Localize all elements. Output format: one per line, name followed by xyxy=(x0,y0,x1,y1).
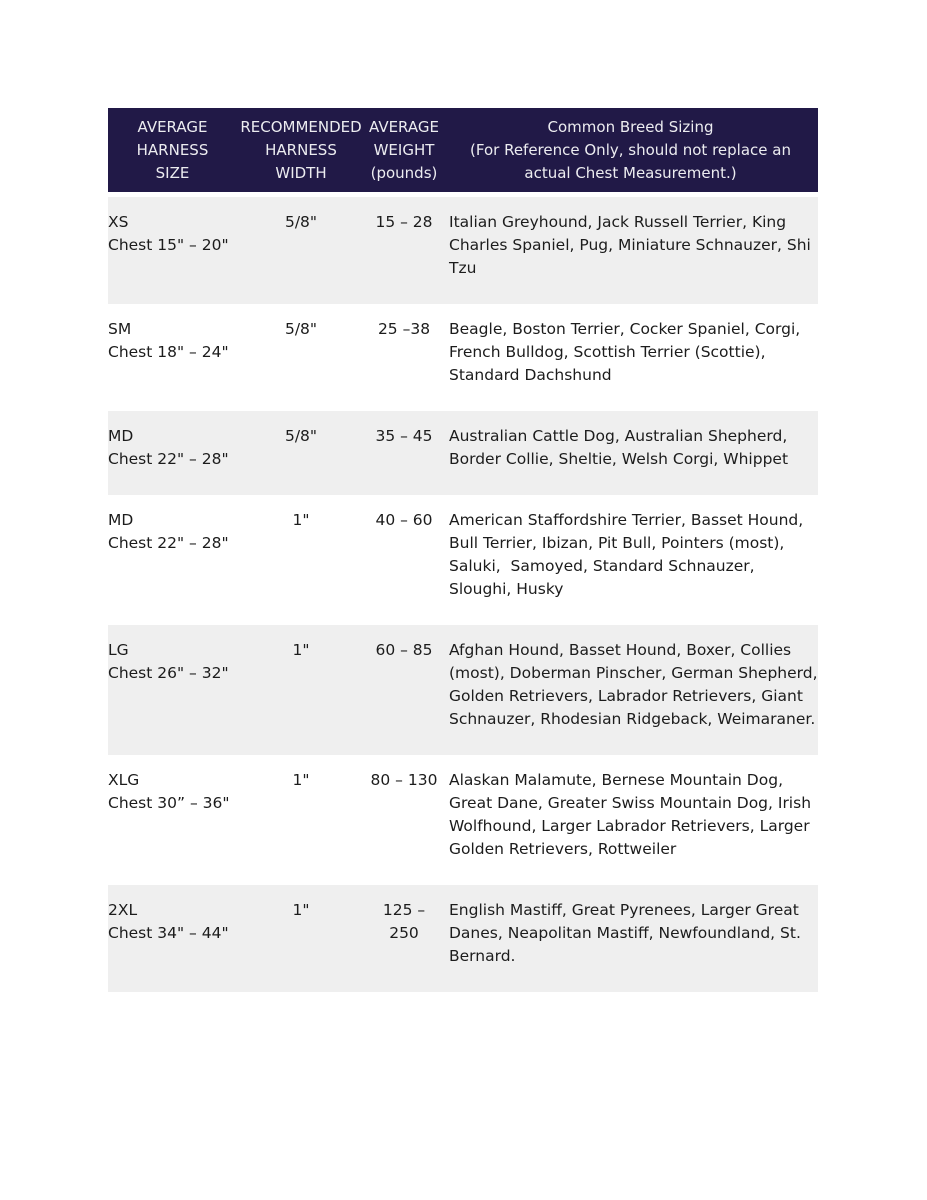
breeds-cell: American Staffordshire Terrier, Basset Hound, Bull Terrier, Ibizan, Pit Bull, Pointers (most), Saluki, Samoyed, Standard Schnauzer, Sloughi, Husky xyxy=(449,511,809,598)
table-row-md-narrow xyxy=(108,411,818,495)
table-row-md-wide xyxy=(108,495,818,625)
breeds-cell: Italian Greyhound, Jack Russell Terrier, King Charles Spaniel, Pug, Miniature Schnauzer, Shi Tzu xyxy=(449,213,816,277)
chest-range: Chest 18" – 24" xyxy=(108,343,229,361)
breeds-cell: Australian Cattle Dog, Australian Shepherd, Border Collie, Sheltie, Welsh Corgi, Whippet xyxy=(449,427,793,468)
harness-width-cell: 1" xyxy=(292,901,310,919)
header-line: Common Breed Sizing xyxy=(547,118,714,136)
size-label: XLG xyxy=(108,771,140,789)
weight-cell: 40 – 60 xyxy=(375,511,433,529)
header-line: AVERAGE xyxy=(369,118,439,136)
header-line: WIDTH xyxy=(275,164,327,182)
weight-cell: 60 – 85 xyxy=(375,641,433,659)
harness-width-cell: 1" xyxy=(292,771,310,789)
chest-range: Chest 34" – 44" xyxy=(108,924,229,942)
harness-sizing-table xyxy=(108,108,823,992)
harness-width-cell: 5/8" xyxy=(284,320,318,338)
size-label: SM xyxy=(108,320,132,338)
table-row-lg xyxy=(108,625,823,755)
breeds-cell: Alaskan Malamute, Bernese Mountain Dog, Great Dane, Greater Swiss Mountain Dog, Irish Wolfhound, Larger Labrador Retrievers, Larger Golden Retrievers, Rottweiler xyxy=(449,771,816,858)
chest-range: Chest 30” – 36" xyxy=(108,794,230,812)
size-cell xyxy=(108,639,237,731)
size-label: LG xyxy=(108,641,129,659)
header-line: (For Reference Only, should not replace an xyxy=(470,141,791,159)
chest-range: Chest 22" – 28" xyxy=(108,534,229,552)
table-row-xlg xyxy=(108,755,818,885)
header-line: RECOMMENDED xyxy=(240,118,362,136)
header-line: SIZE xyxy=(155,164,190,182)
header-line: (pounds) xyxy=(370,164,438,182)
size-cell xyxy=(108,509,237,601)
header-harness-width xyxy=(237,116,365,185)
table-header-row xyxy=(108,108,818,192)
header-line: actual Chest Measurement.) xyxy=(524,164,737,182)
size-cell xyxy=(108,211,237,280)
header-average-weight xyxy=(365,116,443,185)
size-cell xyxy=(108,425,237,471)
header-line: AVERAGE xyxy=(137,118,208,136)
breeds-cell: Afghan Hound, Basset Hound, Boxer, Collies (most), Doberman Pinscher, German Shepherd, Golden Retrievers, Labrador Retrievers, Giant Schnauzer, Rhodesian Ridgeback, Weimaraner. xyxy=(449,641,823,728)
chest-range: Chest 26" – 32" xyxy=(108,664,229,682)
breeds-cell: Beagle, Boston Terrier, Cocker Spaniel, Corgi, French Bulldog, Scottish Terrier (Scottie), Standard Dachshund xyxy=(449,320,806,384)
size-label: MD xyxy=(108,427,134,445)
header-common-breed-sizing xyxy=(443,116,818,185)
table-row-sm xyxy=(108,304,818,411)
size-label: 2XL xyxy=(108,901,138,919)
header-line: WEIGHT xyxy=(373,141,435,159)
size-cell xyxy=(108,318,237,387)
weight-cell: 35 – 45 xyxy=(375,427,433,445)
table-row-xs xyxy=(108,197,818,304)
header-line: HARNESS xyxy=(136,141,209,159)
harness-width-cell: 5/8" xyxy=(284,213,318,231)
size-cell xyxy=(108,899,237,968)
harness-width-cell: 5/8" xyxy=(284,427,318,445)
table-row-2xl xyxy=(108,885,818,992)
weight-cell: 125 – 250 xyxy=(382,901,426,942)
chest-range: Chest 22" – 28" xyxy=(108,450,229,468)
size-cell xyxy=(108,769,237,861)
size-label: MD xyxy=(108,511,134,529)
breeds-cell: English Mastiff, Great Pyrenees, Larger Great Danes, Neapolitan Mastiff, Newfoundland, St. Bernard. xyxy=(449,901,806,965)
weight-cell: 15 – 28 xyxy=(375,213,433,231)
weight-cell: 25 –38 xyxy=(377,320,431,338)
harness-width-cell: 1" xyxy=(292,511,310,529)
harness-width-cell: 1" xyxy=(292,641,310,659)
chest-range: Chest 15" – 20" xyxy=(108,236,229,254)
header-harness-size xyxy=(108,116,237,185)
weight-cell: 80 – 130 xyxy=(370,771,438,789)
header-line: HARNESS xyxy=(265,141,337,159)
size-label: XS xyxy=(108,213,129,231)
